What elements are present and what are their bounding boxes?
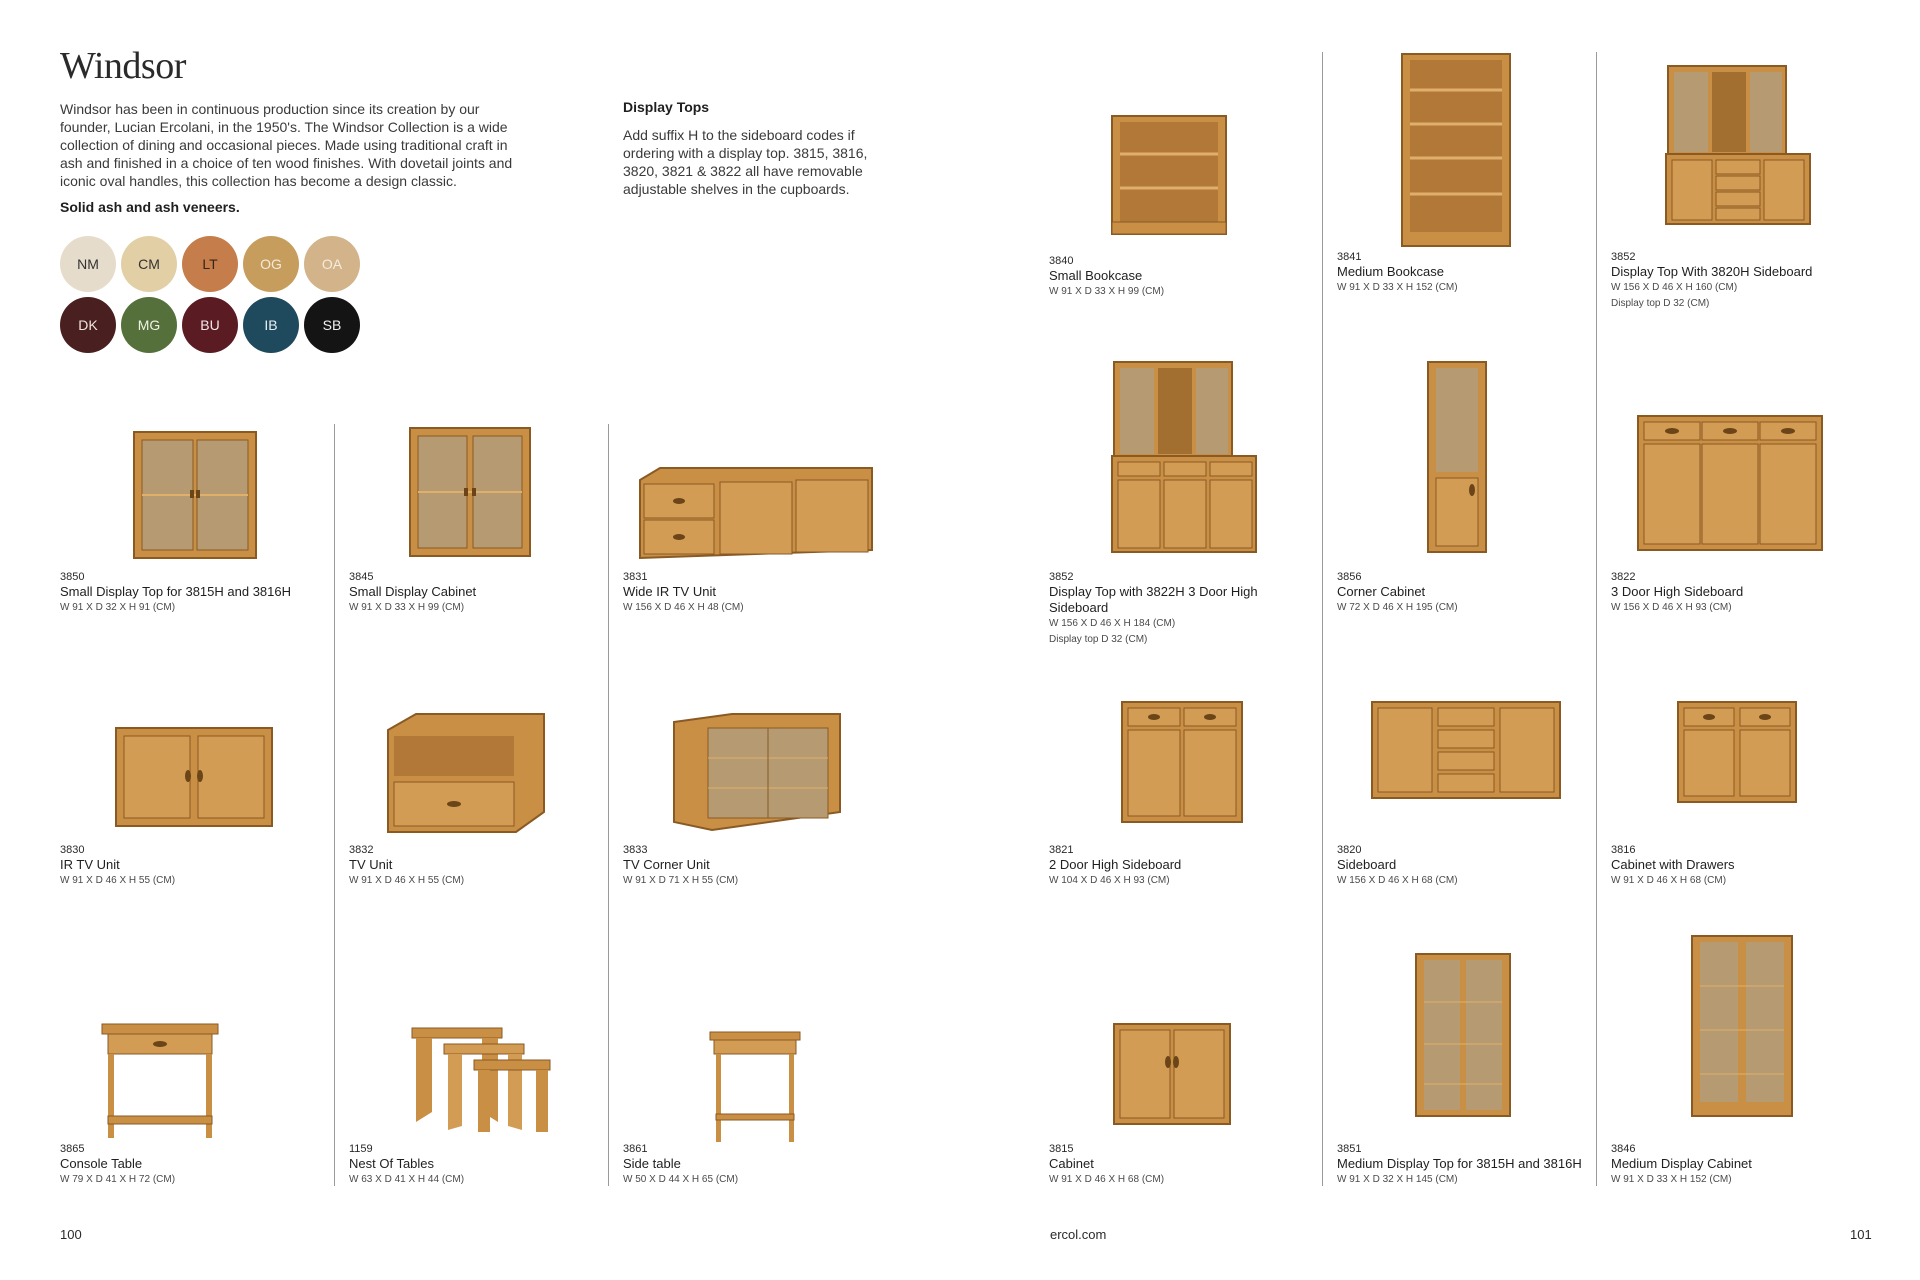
product-name: Display Top with 3822H 3 Door High Sideboard — [1049, 584, 1258, 615]
product-dimensions: W 50 X D 44 X H 65 (CM) — [623, 1174, 739, 1185]
product-code: 3845 — [349, 571, 374, 583]
product-name: Nest Of Tables — [349, 1156, 435, 1171]
finish-swatch — [121, 236, 177, 292]
product-image-3832 — [386, 712, 546, 836]
product-image-3815 — [1112, 1022, 1232, 1128]
finish-swatch — [60, 236, 116, 292]
finish-code: CM — [138, 256, 160, 272]
product-dimensions: W 72 X D 46 X H 195 (CM) — [1337, 602, 1458, 613]
product-3833 — [623, 843, 883, 889]
product-name: 2 Door High Sideboard — [1049, 857, 1182, 872]
product-code: 3865 — [60, 1143, 85, 1155]
material-note: Solid ash and ash veneers. — [60, 199, 240, 215]
product-3821 — [1049, 843, 1309, 889]
product-extra: Display top D 32 (CM) — [1049, 634, 1148, 645]
page-title: Windsor — [60, 45, 186, 87]
product-dimensions: W 156 X D 46 X H 184 (CM) — [1049, 618, 1176, 629]
product-name: TV Unit — [349, 857, 393, 872]
product-code: 3846 — [1611, 1143, 1636, 1155]
product-code: 3861 — [623, 1143, 648, 1155]
product-3820 — [1337, 843, 1597, 889]
display-tops-heading: Display Tops — [623, 99, 710, 115]
product-code: 3832 — [349, 844, 374, 856]
finish-swatch — [304, 297, 360, 353]
product-3832 — [349, 843, 609, 889]
product-image-3833 — [672, 712, 842, 834]
finish-swatch — [182, 297, 238, 353]
finish-code: LT — [202, 256, 218, 272]
finish-swatch — [304, 236, 360, 292]
page-number-right: 101 — [1850, 1227, 1872, 1242]
product-dimensions: W 91 X D 46 X H 68 (CM) — [1049, 1174, 1165, 1185]
column-divider — [608, 424, 609, 1186]
product-code: 3856 — [1337, 571, 1362, 583]
product-dimensions: W 104 X D 46 X H 93 (CM) — [1049, 875, 1170, 886]
finish-swatch — [243, 297, 299, 353]
product-name: Small Display Top for 3815H and 3816H — [60, 584, 292, 599]
finish-code: DK — [78, 317, 98, 333]
finish-code: OG — [260, 256, 282, 272]
product-code: 3833 — [623, 844, 648, 856]
product-image-3861 — [708, 1030, 802, 1144]
page-number-left: 100 — [60, 1227, 82, 1242]
product-3822 — [1611, 570, 1871, 616]
product-dimensions: W 91 X D 33 X H 152 (CM) — [1337, 282, 1458, 293]
product-image-3846 — [1690, 934, 1794, 1120]
product-image-3852b — [1110, 360, 1258, 556]
display-tops-text: Add suffix H to the sideboard codes if ordering with a display top. 3815, 3816, 3820, 3821 & 3822 all have removable adjustable shelves in the cupboards. — [623, 127, 868, 197]
product-3830 — [60, 843, 320, 889]
product-dimensions: W 91 X D 33 X H 99 (CM) — [349, 602, 465, 613]
product-code: 3852 — [1049, 571, 1074, 583]
product-1159 — [349, 1142, 609, 1188]
product-dimensions: W 91 X D 33 X H 99 (CM) — [1049, 286, 1165, 297]
product-name: IR TV Unit — [60, 857, 120, 872]
product-code: 3850 — [60, 571, 85, 583]
product-code: 1159 — [349, 1143, 373, 1155]
product-image-3841 — [1400, 52, 1512, 248]
product-image-3830 — [114, 722, 274, 834]
product-image-3820 — [1370, 700, 1562, 804]
product-name: Medium Display Cabinet — [1611, 1156, 1752, 1171]
product-image-3840 — [1110, 114, 1228, 238]
product-image-3822 — [1636, 412, 1824, 554]
product-name: TV Corner Unit — [623, 857, 710, 872]
finish-code: IB — [264, 317, 278, 333]
finish-code: OA — [321, 256, 343, 272]
product-name: Medium Display Top for 3815H and 3816H — [1337, 1156, 1582, 1171]
product-code: 3841 — [1337, 251, 1362, 263]
product-3840 — [1049, 254, 1309, 300]
product-name: Console Table — [60, 1156, 143, 1171]
product-image-3821 — [1120, 700, 1244, 826]
product-name: Small Bookcase — [1049, 268, 1143, 283]
finish-swatch — [60, 297, 116, 353]
product-dimensions: W 156 X D 46 X H 68 (CM) — [1337, 875, 1458, 886]
product-image-3856 — [1424, 360, 1490, 556]
product-code: 3822 — [1611, 571, 1636, 583]
finish-code: SB — [322, 317, 342, 333]
product-name: Small Display Cabinet — [349, 584, 477, 599]
product-code: 3830 — [60, 844, 85, 856]
product-dimensions: W 156 X D 46 X H 93 (CM) — [1611, 602, 1732, 613]
product-image-3865 — [100, 1020, 220, 1140]
product-name: Cabinet — [1049, 1156, 1094, 1171]
product-3845 — [349, 570, 609, 616]
finish-code: MG — [137, 317, 161, 333]
product-3815 — [1049, 1142, 1309, 1188]
product-dimensions: W 156 X D 46 X H 160 (CM) — [1611, 282, 1738, 293]
product-name: Display Top With 3820H Sideboard — [1611, 264, 1813, 279]
product-name: Corner Cabinet — [1337, 584, 1426, 599]
product-3831 — [623, 570, 883, 616]
product-dimensions: W 156 X D 46 X H 48 (CM) — [623, 602, 744, 613]
product-dimensions: W 91 X D 71 X H 55 (CM) — [623, 875, 739, 886]
product-code: 3852 — [1611, 251, 1636, 263]
product-3852-a — [1611, 250, 1871, 312]
product-name: Wide IR TV Unit — [623, 584, 716, 599]
finish-code: BU — [200, 317, 220, 333]
product-image-3851 — [1414, 952, 1512, 1120]
finish-swatch — [243, 236, 299, 292]
product-extra: Display top D 32 (CM) — [1611, 298, 1710, 309]
product-dimensions: W 91 X D 33 X H 152 (CM) — [1611, 1174, 1732, 1185]
product-image-1159 — [408, 1022, 554, 1134]
product-code: 3816 — [1611, 844, 1636, 856]
product-name: Side table — [623, 1156, 681, 1171]
product-3851 — [1337, 1142, 1597, 1188]
product-dimensions: W 91 X D 32 X H 91 (CM) — [60, 602, 176, 613]
product-name: Sideboard — [1337, 857, 1397, 872]
product-dimensions: W 79 X D 41 X H 72 (CM) — [60, 1174, 176, 1185]
column-divider — [1596, 52, 1597, 1186]
product-3816 — [1611, 843, 1871, 889]
product-dimensions: W 91 X D 46 X H 55 (CM) — [349, 875, 465, 886]
finish-swatch — [182, 236, 238, 292]
product-dimensions: W 63 X D 41 X H 44 (CM) — [349, 1174, 465, 1185]
product-code: 3831 — [623, 571, 648, 583]
product-3852-b — [1049, 570, 1289, 648]
product-dimensions: W 91 X D 46 X H 55 (CM) — [60, 875, 176, 886]
column-divider — [334, 424, 335, 1186]
product-image-3845 — [408, 426, 532, 562]
product-3856 — [1337, 570, 1597, 616]
product-code: 3840 — [1049, 255, 1074, 267]
product-image-3850 — [130, 430, 260, 562]
product-3841 — [1337, 250, 1597, 296]
product-name: Cabinet with Drawers — [1611, 857, 1735, 872]
product-image-3831 — [636, 466, 876, 562]
product-code: 3820 — [1337, 844, 1362, 856]
product-dimensions: W 91 X D 46 X H 68 (CM) — [1611, 875, 1727, 886]
product-3865 — [60, 1142, 320, 1188]
product-3846 — [1611, 1142, 1871, 1188]
product-code: 3851 — [1337, 1143, 1362, 1155]
product-3861 — [623, 1142, 883, 1188]
finish-code: NM — [77, 256, 99, 272]
website-link[interactable]: ercol.com — [1050, 1227, 1107, 1242]
intro-paragraph: Windsor has been in continuous production since its creation by our founder, Lucian Ercolani, in the 1950's. The Windsor Collection is a wide collection of dining and occasional pieces. Made using traditional craft in ash and finished in a choice of ten wood finishes. With dovetail joints and iconic oval handles, this collection has become a design classic. — [60, 101, 513, 189]
product-image-3852a — [1664, 64, 1812, 228]
product-dimensions: W 91 X D 32 X H 145 (CM) — [1337, 1174, 1458, 1185]
product-code: 3815 — [1049, 1143, 1074, 1155]
product-name: 3 Door High Sideboard — [1611, 584, 1744, 599]
product-3850 — [60, 570, 320, 616]
product-image-3816 — [1676, 700, 1798, 806]
column-divider — [1322, 52, 1323, 1186]
product-code: 3821 — [1049, 844, 1074, 856]
product-name: Medium Bookcase — [1337, 264, 1444, 279]
finish-swatch — [121, 297, 177, 353]
